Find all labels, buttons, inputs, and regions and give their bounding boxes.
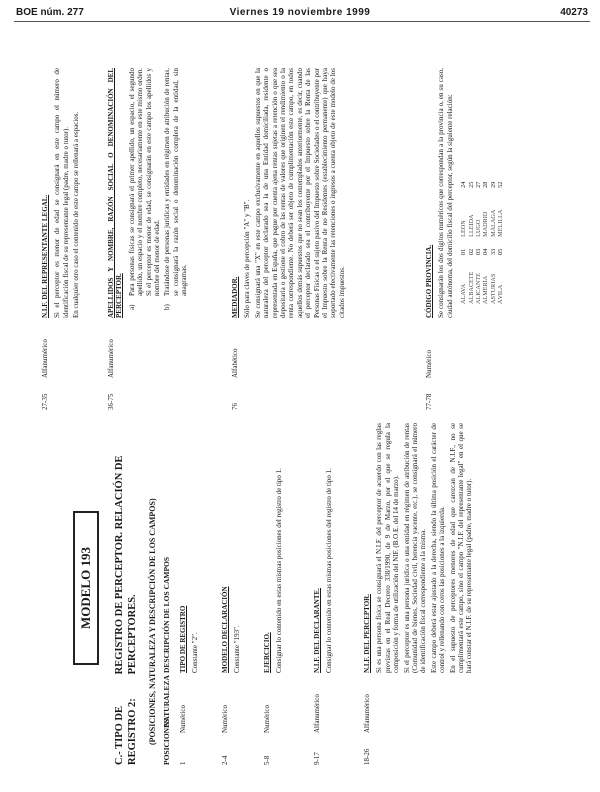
province-code: 05: [497, 248, 505, 255]
list-item: [128, 68, 162, 310]
province-code: 03: [475, 248, 483, 255]
province-name: LLEIDA: [467, 214, 475, 237]
list-marker: b): [163, 304, 172, 310]
field-description: [263, 423, 286, 673]
field-nature: Alfanumérico: [41, 339, 49, 378]
province-code: 04: [482, 248, 490, 255]
table-row: [482, 170, 489, 304]
field-name: N.I.F. DEL REPRESENTANTE LEGAL.: [41, 194, 49, 318]
field-text: Consignar lo contenido en estas mismas posiciones del registro de tipo 1.: [275, 468, 284, 673]
province-name: ALMERÍA: [482, 275, 490, 304]
field-position: 2-4: [221, 755, 229, 765]
field-name: MEDIADOR.: [231, 276, 239, 318]
province-name: ÁLAVA: [460, 283, 468, 304]
field-name: N.I.F. DEL DECLARANTE.: [313, 588, 321, 673]
field-name: CÓDIGO PROVINCIA.: [425, 244, 433, 318]
province-name: LUGO: [475, 219, 483, 237]
field-description: [425, 68, 505, 318]
province-table: [460, 170, 504, 304]
model-title-box: MODELO 193: [73, 511, 99, 665]
field-description: [231, 68, 348, 318]
section-prefix: C.- TIPO DE REGISTRO 2:: [114, 698, 138, 765]
col-description: DESCRIPCIÓN DE LOS CAMPOS: [162, 556, 171, 673]
field-nature: Alfanumérico: [363, 694, 371, 733]
province-code: 33: [489, 248, 497, 255]
province-name: MÁLAGA: [489, 209, 497, 237]
province-code: 02: [467, 248, 475, 255]
field-position: 18-26: [363, 748, 371, 765]
table-row: [460, 170, 467, 304]
list-marker: a): [127, 304, 136, 310]
header-rule: [14, 21, 590, 22]
gazette-issue: BOE núm. 277: [16, 7, 84, 18]
field-nature: Alfabético: [231, 348, 239, 378]
province-name: MADRID: [482, 211, 490, 237]
field-description: [107, 68, 191, 318]
province-code: 52: [497, 181, 505, 188]
province-name: ASTURIAS: [489, 273, 497, 304]
field-nature: Numérico: [263, 705, 271, 733]
col-positions: POSICIONES: [162, 718, 171, 765]
province-name: ÁVILA: [497, 284, 505, 304]
right-column: [35, 65, 565, 410]
field-text: En el supuesto de perceptores menores de edad que carezcan de N.I.F., no se cumplimentará este campo, sino el campo "N.I.F. del representante legal" en el que se hará constar el N.I.F. de su representante legal (padre, madre o tutor).: [448, 423, 474, 673]
field-text: Si el perceptor es una persona jurídica o una entidad en régimen de atribución de rentas (Comunidad de bienes, Sociedad civil, herencia yacente, etc.), se consignará el número de identificación fiscal correspondiente a la misma.: [402, 423, 428, 673]
field-text: Consignar lo contenido en estas mismas posiciones del registro de tipo 1.: [325, 468, 334, 673]
province-code: 01: [460, 248, 468, 255]
field-position: 36-75: [107, 393, 115, 410]
field-text: Si es una persona física se consignará el N.I.F. del perceptor de acuerdo con las reglas previstas en el Real Decreto 338/1990, de 9 de Marzo, por el que se regula la composición y forma de utilización del NIF. (B.O.E. del 14 de marzo).: [375, 423, 401, 673]
province-name: ALICANTE: [475, 273, 483, 304]
name-rules-list: [128, 68, 189, 310]
list-item: [163, 68, 188, 310]
field-name: TIPO DE REGISTRO: [179, 605, 187, 673]
field-position: 77-78: [425, 393, 433, 410]
table-row: [468, 170, 475, 304]
province-code: 27: [475, 181, 483, 188]
province-code: 29: [489, 181, 497, 188]
list-text: Tratándose de personas jurídicas y entidades en régimen de atribución de rentas, se consignará la razón social o denominación completa de la entidad, sin anagramas.: [163, 68, 189, 296]
field-text: Constante "193".: [233, 625, 242, 673]
field-position: 9-17: [313, 752, 321, 765]
field-text: Se consignarán los dos dígitos numéricos que correspondan a la provincia o, en su caso, ciudad autónoma, del domicilio fiscal del perceptor, según la siguiente relación:: [437, 68, 454, 318]
rotated-content: [35, 65, 565, 765]
table-row: [475, 170, 482, 304]
field-name: MODELO DECLARACIÓN: [221, 586, 229, 673]
field-nature: Alfanumérico: [313, 694, 321, 733]
province-name: ALBACETE: [467, 271, 475, 304]
section-subtitle: (POSICIONES, NATURALEZA Y DESCRIPCIÓN DE LOS CAMPOS): [148, 498, 157, 745]
field-description: [179, 423, 202, 673]
publication-date: Viernes 19 noviembre 1999: [229, 7, 371, 18]
section-text: REGISTRO DE PERCEPTOR. RELACIÓN DE PERCEPTORES.: [114, 455, 138, 675]
field-text: Se consignará una "X" en este campo exclusivamente en aquellos supuestos en que la naturaleza del perceptor declarado sea la de una Entidad domiciliada, residente o representada en España, que pague por cuenta ajena rentas sujetas a retención o que sea depositaria o gestione el cobro de las rentas de valores que originen el rendimiento o la renta correspondiente. No deberá ser objeto de cumplimentación este campo, en todos aquellos demás supuestos que no sean los contemplados anteriormente, es decir, cuando el perceptor declarado sea el contribuyente por el Impuesto sobre la Renta de las Personas Físicas o el sujeto pasivo del Impuesto sobre Sociedades o el contribuyente por el Impuesto sobre la Renta de no Residentes (establecimiento permanente) que haya soportado efectivamente las retenciones o ingresos a cuenta objeto de este modelo de los citados impuestos.: [253, 68, 346, 318]
page-number: 40273: [560, 7, 588, 18]
list-text: Para personas físicas se consignará el primer apellido, un espacio, el segundo apellido, un espacio y el nombre completo, necesariamente en este mismo orden. Si el perceptor es menor de edad, se consignarán en este campo los apellidos y nombre del menor de edad.: [127, 68, 162, 296]
field-position: 27-35: [41, 393, 49, 410]
province-code: 28: [482, 181, 490, 188]
field-position: 76: [231, 403, 239, 410]
field-text: Este campo deberá estar ajustado a la derecha, siendo la última posición el carácter de control y rellenando con ceros las posiciones a la izquierda.: [429, 423, 447, 673]
field-nature: Numérico: [425, 350, 433, 378]
left-column: [35, 420, 565, 765]
field-text: Si el perceptor es menor de edad se consignará en este campo el número de identificación fiscal de su representante legal (padre, madre o tutor).: [53, 68, 70, 318]
field-name: N.I.F. DEL PERCEPTOR.: [363, 594, 371, 673]
field-description: [221, 423, 244, 673]
field-position: 5-8: [263, 755, 271, 765]
col-nature: NATURALEZA: [162, 675, 171, 727]
field-text: Sólo para claves de percepción "A" y "B".: [243, 199, 252, 318]
field-position: 1: [179, 761, 187, 765]
field-name: EJERCICIO.: [263, 632, 271, 673]
field-nature: Alfanumérico: [107, 339, 115, 378]
table-row: [497, 170, 504, 304]
field-nature: Numérico: [179, 705, 187, 733]
province-code: 24: [460, 181, 468, 188]
province-code: 25: [467, 181, 475, 188]
field-nature: Numérico: [221, 705, 229, 733]
table-row: [490, 170, 497, 304]
field-description: [41, 68, 83, 318]
province-name: LEÓN: [460, 220, 468, 237]
field-name: APELLIDOS Y NOMBRE, RAZÓN SOCIAL O DENOMINACIÓN DEL PERCEPTOR.: [107, 68, 124, 318]
field-text: En cualquier otro caso el contenido de este campo se rellenará a espacios.: [72, 111, 81, 318]
province-name: MELILLA: [497, 209, 505, 237]
section-title: [113, 420, 139, 765]
field-text: Constante "2".: [191, 632, 200, 673]
field-description: [363, 423, 476, 673]
field-description: [313, 423, 336, 673]
